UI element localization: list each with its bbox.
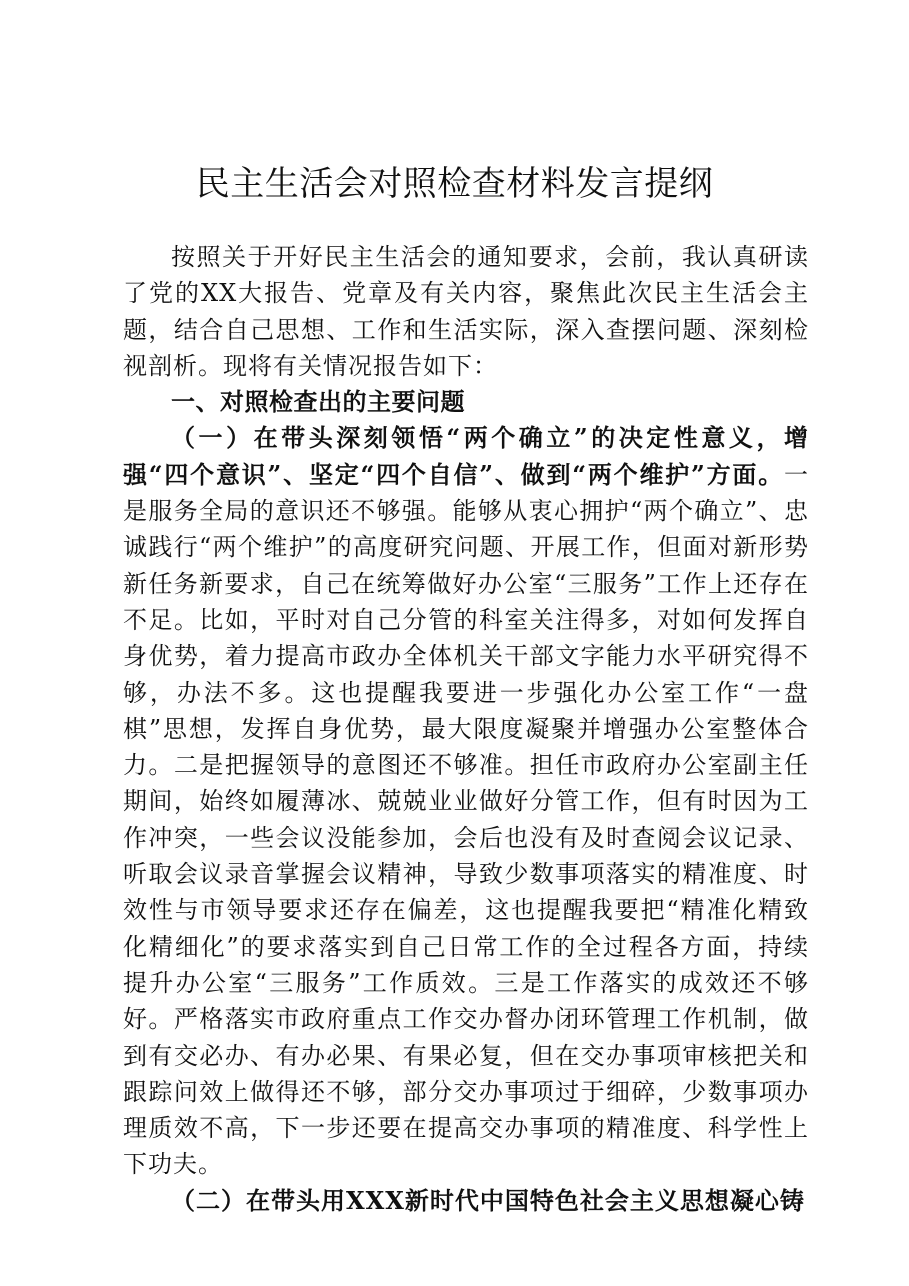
subsection-1-heading: （一）在带头深刻领悟“两个确立”的决定性意义，增强“四个意识”、坚定“四个自信”、做到“两个维护”方面。	[123, 423, 809, 489]
document-title: 民主生活会对照检查材料发言提纲	[195, 164, 714, 204]
document-body	[123, 239, 809, 1219]
intro-paragraph: 按照关于开好民主生活会的通知要求，会前，我认真研读了党的XX大报告、党章及有关内容，聚焦此次民主生活会主题，结合自己思想、工作和生活实际，深入查摆问题、深刻检视剖析。现将有关情况报告如下：	[123, 243, 809, 380]
subsection-2-heading: （二）在带头用XXX新时代中国特色社会主义思想凝心铸	[171, 1185, 805, 1215]
section-heading-main-problems: 一、对照检查出的主要问题	[171, 388, 465, 417]
subsection-1-paragraph	[123, 420, 809, 1182]
subsection-1-body: 一是服务全局的意识还不够强。能够从衷心拥护“两个确立”、忠诚践行“两个维护”的高度研究问题、开展工作，但面对新形势新任务新要求，自己在统筹做好办公室“三服务”工作上还存在不足。比如，平时对自己分管的科室关注得多，对如何发挥自身优势，着力提高市政办全体机关干部文字能力水平研究得不够，办法不多。这也提醒我要进一步强化办公室工作“一盘棋”思想，发挥自身优势，最大限度凝聚并增强办公室整体合力。二是把握领导的意图还不够准。担任市政府办公室副主任期间，始终如履薄冰、兢兢业业做好分管工作，但有时因为工作冲突，一些会议没能参加，会后也没有及时查阅会议记录、听取会议录音掌握会议精神，导致少数事项落实的精准度、时效性与市领导要求还存在偏差，这也提醒我要把“精准化精致化精细化”的要求落实到自己日常工作的全过程各方面，持续提升办公室“三服务”工作质效。三是工作落实的成效还不够好。严格落实市政府重点工作交办督办闭环管理工作机制，做到有交必办、有办必果、有果必复，但在交办事项审核把关和跟踪问效上做得还不够，部分交办事项过于细碎，少数事项办理质效不高，下一步还要在提高交办事项的精准度、科学性上下功夫。	[123, 460, 809, 1179]
